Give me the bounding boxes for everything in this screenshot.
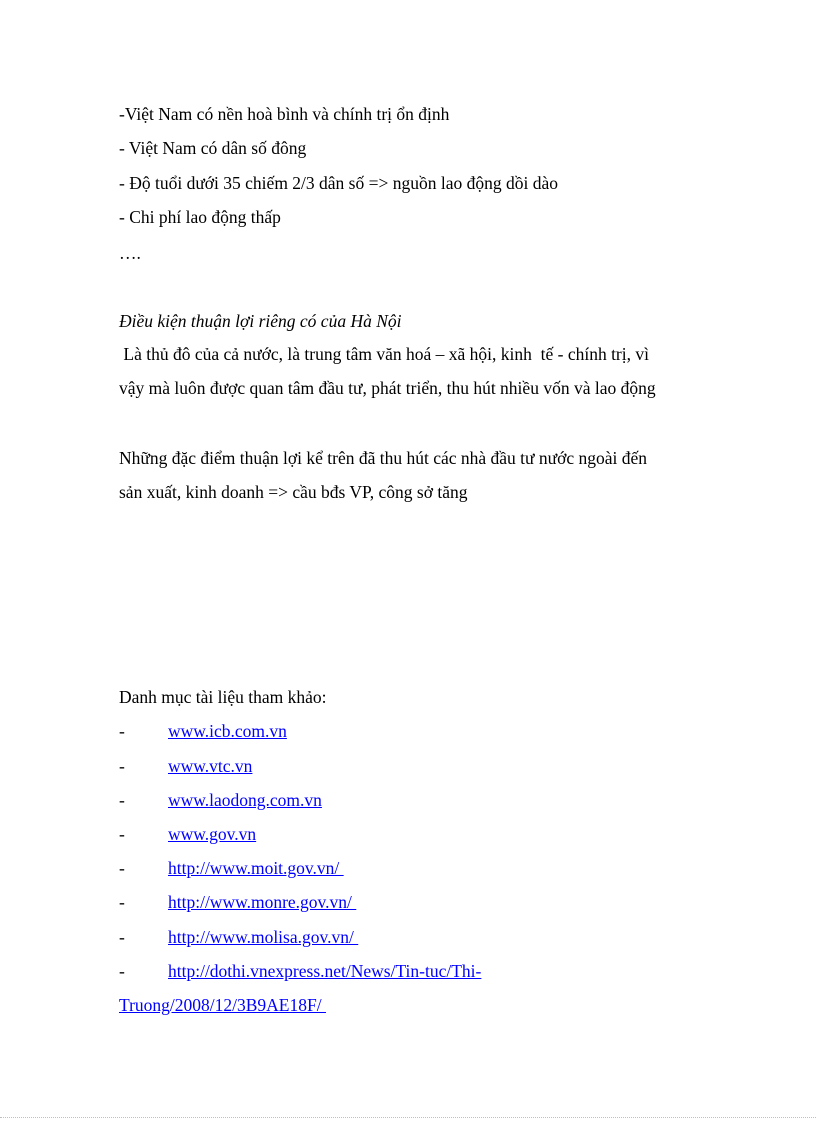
- reference-bullet: -: [119, 790, 125, 810]
- body-line-labor-cost: - Chi phí lao động thấp: [119, 207, 281, 227]
- reference-bullet: -: [119, 721, 125, 741]
- reference-link-icb[interactable]: www.icb.com.vn: [168, 721, 287, 741]
- reference-link-gov[interactable]: www.gov.vn: [168, 824, 257, 844]
- reference-bullet: -: [119, 892, 125, 912]
- summary-paragraph-line-1: Những đặc điểm thuận lợi kể trên đã thu hút các nhà đầu tư nước ngoài đến: [119, 448, 648, 468]
- references-heading: Danh mục tài liệu tham khảo:: [119, 687, 327, 707]
- body-line-population: - Việt Nam có dân số đông: [119, 138, 307, 158]
- body-line-age-labor: - Độ tuổi dưới 35 chiếm 2/3 dân số => nguồn lao động dồi dào: [119, 173, 558, 193]
- reference-link-monre[interactable]: http://www.monre.gov.vn/: [168, 892, 357, 912]
- page-bottom-divider: [0, 1117, 816, 1118]
- body-ellipsis: ….: [119, 243, 141, 263]
- reference-bullet: -: [119, 927, 125, 947]
- reference-link-vnexpress[interactable]: http://dothi.vnexpress.net/News/Tin-tuc/Thi-: [168, 961, 482, 981]
- reference-bullet: -: [119, 961, 125, 981]
- reference-bullet: -: [119, 756, 125, 776]
- hanoi-paragraph-line-1: Là thủ đô của cả nước, là trung tâm văn hoá – xã hội, kinh tế - chính trị, vì: [119, 344, 649, 364]
- reference-bullet: -: [119, 824, 125, 844]
- body-line-peace-stability: -Việt Nam có nền hoà bình và chính trị ổn định: [119, 104, 450, 124]
- reference-link-moit[interactable]: http://www.moit.gov.vn/: [168, 858, 344, 878]
- reference-bullet: -: [119, 858, 125, 878]
- hanoi-heading: Điều kiện thuận lợi riêng có của Hà Nội: [119, 311, 402, 331]
- reference-link-vtc[interactable]: www.vtc.vn: [168, 756, 253, 776]
- reference-link-vnexpress-continuation[interactable]: Truong/2008/12/3B9AE18F/: [119, 995, 326, 1015]
- reference-link-laodong[interactable]: www.laodong.com.vn: [168, 790, 322, 810]
- summary-paragraph-line-2: sản xuất, kinh doanh => cầu bđs VP, công sở tăng: [119, 482, 468, 502]
- hanoi-paragraph-line-2: vậy mà luôn được quan tâm đầu tư, phát triển, thu hút nhiều vốn và lao động: [119, 378, 656, 398]
- reference-link-molisa[interactable]: http://www.molisa.gov.vn/: [168, 927, 359, 947]
